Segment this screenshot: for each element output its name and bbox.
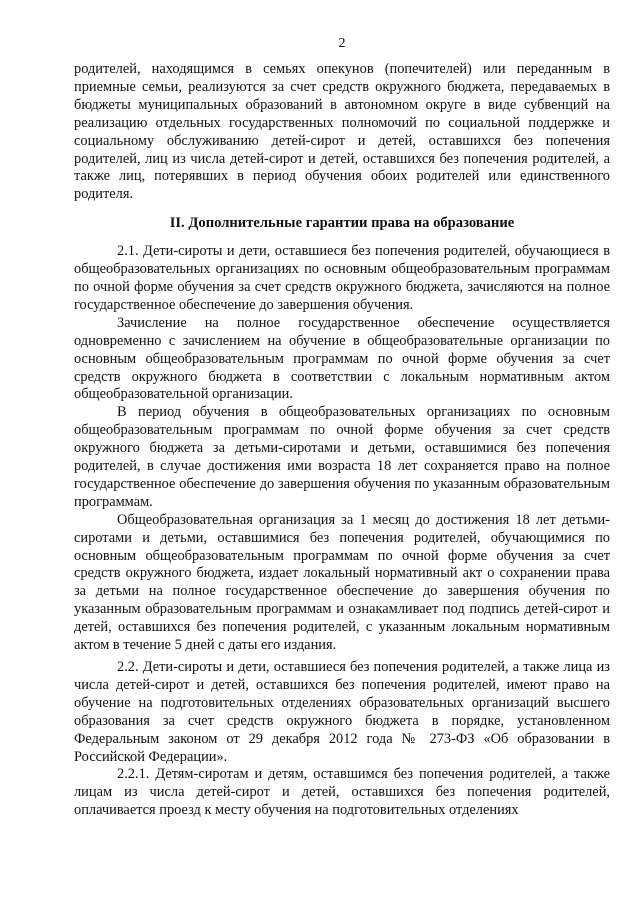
paragraph-intro: родителей, находящимся в семьях опекунов (попечителей) или переданным в приемные семьи, реализуются за счет средств окружного бюджета, передаваемых в бюджеты муниципальных образований в автономном округе в виде субвенций на реализацию отдельных государственных полномочий по социальной поддержке и социальному обслуживанию детей-сирот и детей, оставшихся без попечения родителей, лиц из числа детей-сирот и детей, оставшихся без попечения родителей, а также лиц, потерявших в период обучения обоих родителей или единственного родителя. [74,61,610,203]
page-number: 2 [338,36,346,51]
paragraph-2-1-enrollment: Зачисление на полное государственное обеспечение осуществляется одновременно с зачислением на обучение в общеобразовательные организации по основным общеобразовательным программам по очной форме обучения за счет средств окружного бюджета в соответствии с локальным нормативным актом общеобразовательной организации. [74,314,610,403]
document-page [74,0,610,905]
document-body [74,61,610,820]
section-heading: II. Дополнительные гарантии права на образование [169,215,515,232]
paragraph-2-1: 2.1. Дети-сироты и дети, оставшиеся без попечения родителей, обучающиеся в общеобразовательных организациях по основным общеобразовательным программам по очной форме обучения за счет средств окружного бюджета, зачисляются на полное государственное обеспечение до завершения обучения. [74,243,610,313]
paragraph-2-1-retention: В период обучения в общеобразовательных организациях по основным общеобразовательным программам по очной форме обучения за счет средств окружного бюджета за детьми-сиротами и детьми, оставшимися без попечения родителей, в случае достижения ими возраста 18 лет сохраняется право на полное государственное обеспечение до завершения обучения по указанным образовательным программам. [74,404,610,510]
paragraph-2-2-1: 2.2.1. Детям-сиротам и детям, оставшимся без попечения родителей, а также лицам из числа детей-сирот и детей, оставшихся без попечения родителей, оплачивается проезд к месту обучения на подготовительных отделениях [74,766,610,819]
paragraph-2-1-local-act: Общеобразовательная организация за 1 месяц до достижения 18 лет детьми-сиротами и детьми, оставшимися без попечения родителей, обучающимися по основным общеобразовательным программам по очной форме обучения за счет средств окружного бюджета, издает локальный нормативный акт о сохранении права за детьми на полное государственное обеспечение до завершения обучения по указанным образовательным программам и ознакамливает под подпись детей-сирот и детей, оставшихся без попечения родителей, с указанным локальным нормативным актом в течение 5 дней с даты его издания. [74,511,610,654]
paragraph-2-2: 2.2. Дети-сироты и дети, оставшиеся без попечения родителей, а также лица из числа детей-сирот и детей, оставшихся без попечения родителей, имеют право на обучение на подготовительных отделениях образовательных организаций высшего образования за счет средств окружного бюджета в порядке, установленном Федеральным законом от 29 декабря 2012 года № 273-ФЗ «Об образовании в Российской Федерации». [74,659,610,765]
